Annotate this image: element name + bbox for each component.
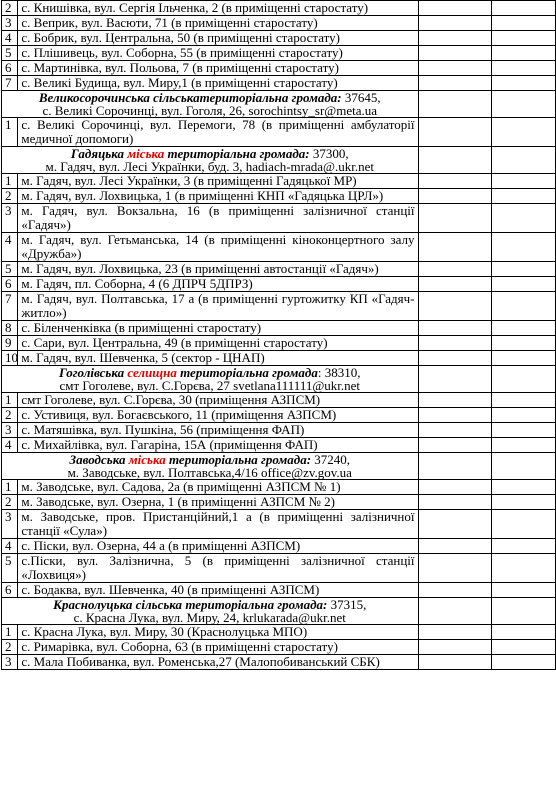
row-number: 3	[2, 16, 18, 31]
empty-cell	[418, 366, 492, 393]
row-number: 1	[2, 393, 18, 408]
empty-cell	[492, 76, 556, 91]
empty-cell	[492, 91, 556, 118]
row-number: 10	[2, 351, 18, 366]
row-number: 2	[2, 640, 18, 655]
table-row	[2, 510, 556, 539]
row-address: с. Бодаква, вул. Шевченка, 40 (в приміщенні АЗПСМ)	[18, 583, 418, 598]
row-address: с. Мартинівка, вул. Польова, 7 (в приміщенні старостату)	[18, 61, 418, 76]
row-address: м. Заводське, вул. Озерна, 1 (в приміщенні АЗПСМ № 2)	[18, 495, 418, 510]
table-row	[2, 583, 556, 598]
community-name: Гоголівська	[59, 365, 128, 380]
empty-cell	[418, 277, 492, 292]
empty-cell	[418, 393, 492, 408]
empty-cell	[492, 174, 556, 189]
empty-cell	[492, 1, 556, 16]
empty-cell	[418, 204, 492, 233]
community-header-row	[2, 147, 556, 174]
empty-cell	[492, 438, 556, 453]
empty-cell	[492, 510, 556, 539]
empty-cell	[418, 408, 492, 423]
row-number: 2	[2, 189, 18, 204]
table-row	[2, 1, 556, 16]
empty-cell	[492, 46, 556, 61]
table-row	[2, 189, 556, 204]
empty-cell	[418, 16, 492, 31]
community-label: територіальна громада:	[199, 90, 342, 105]
empty-cell	[492, 480, 556, 495]
community-name: Краснолуцька сільська	[53, 597, 183, 612]
community-header	[2, 91, 419, 118]
table-row	[2, 262, 556, 277]
empty-cell	[418, 625, 492, 640]
empty-cell	[492, 233, 556, 262]
table-row	[2, 76, 556, 91]
empty-cell	[492, 640, 556, 655]
polling-stations-table	[1, 0, 556, 670]
empty-cell	[418, 174, 492, 189]
empty-cell	[418, 453, 492, 480]
community-header	[2, 147, 419, 174]
table-row	[2, 393, 556, 408]
row-address: с. Мала Побиванка, вул. Роменська,27 (Малопобиванський СБК)	[18, 655, 418, 670]
row-number: 6	[2, 61, 18, 76]
empty-cell	[418, 598, 492, 625]
row-address: с. Устивиця, вул. Богаєвського, 11 (приміщення АЗПСМ)	[18, 408, 418, 423]
row-address: с. Веприк, вул. Васюти, 71 (в приміщенні старостату)	[18, 16, 418, 31]
community-address: м. Гадяч, вул. Лесі Українки, буд. 3, hadiach-mrada@.ukr.net	[45, 159, 374, 174]
row-number: 5	[2, 262, 18, 277]
empty-cell	[418, 640, 492, 655]
community-header-row	[2, 366, 556, 393]
community-name: Великосорочинська сільська	[38, 90, 200, 105]
row-number: 1	[2, 174, 18, 189]
empty-cell	[418, 76, 492, 91]
table-row	[2, 277, 556, 292]
empty-cell	[492, 598, 556, 625]
row-address: м. Заводське, вул. Садова, 2а (в приміщенні АЗПСМ № 1)	[18, 480, 418, 495]
row-number: 6	[2, 583, 18, 598]
table-row	[2, 539, 556, 554]
table-row	[2, 336, 556, 351]
row-number: 3	[2, 204, 18, 233]
table-row	[2, 423, 556, 438]
row-address: с. Великі Будища, вул. Миру,1 (в приміщенні старостату)	[18, 76, 418, 91]
empty-cell	[492, 453, 556, 480]
empty-cell	[492, 423, 556, 438]
table-row	[2, 408, 556, 423]
row-address: с.Піски, вул. Залізнична, 5 (в приміщенні залізничної станції «Лохвиця»)	[18, 554, 418, 583]
empty-cell	[418, 1, 492, 16]
community-address: смт Гоголеве, вул. С.Горєва, 27 svetlana111111@ukr.net	[59, 378, 361, 393]
empty-cell	[492, 655, 556, 670]
table-row	[2, 554, 556, 583]
row-address: с. Римарівка, вул. Соборна, 63 (в приміщенні старостату)	[18, 640, 418, 655]
empty-cell	[492, 262, 556, 277]
empty-cell	[418, 61, 492, 76]
empty-cell	[492, 554, 556, 583]
row-number: 4	[2, 438, 18, 453]
empty-cell	[418, 336, 492, 351]
empty-cell	[492, 147, 556, 174]
row-number: 3	[2, 423, 18, 438]
row-address: м. Гадяч, пл. Соборна, 4 (6 ДПРЧ 5ДПРЗ)	[18, 277, 418, 292]
table-row	[2, 640, 556, 655]
table-row	[2, 495, 556, 510]
row-number: 5	[2, 46, 18, 61]
community-header-row	[2, 598, 556, 625]
row-number: 2	[2, 408, 18, 423]
row-number: 6	[2, 277, 18, 292]
empty-cell	[492, 31, 556, 46]
row-number: 3	[2, 655, 18, 670]
community-header-row	[2, 453, 556, 480]
empty-cell	[418, 46, 492, 61]
table-row	[2, 31, 556, 46]
empty-cell	[418, 438, 492, 453]
community-type: селищна	[127, 365, 177, 380]
empty-cell	[492, 189, 556, 204]
table-row	[2, 438, 556, 453]
empty-cell	[418, 321, 492, 336]
row-number: 2	[2, 1, 18, 16]
row-number: 2	[2, 495, 18, 510]
row-address: с. Біленченківка (в приміщенні старостату)	[18, 321, 418, 336]
empty-cell	[492, 495, 556, 510]
table-row	[2, 655, 556, 670]
row-address: с. Сари, вул. Центральна, 49 (в приміщенні старостату)	[18, 336, 418, 351]
row-number: 1	[2, 625, 18, 640]
row-number: 8	[2, 321, 18, 336]
row-address: м. Гадяч, вул. Шевченка, 5 (сектор - ЦНАП)	[18, 351, 418, 366]
table-row	[2, 118, 556, 147]
table-row	[2, 292, 556, 321]
row-address: с. Книшівка, вул. Сергія Ільченка, 2 (в приміщенні старостату)	[18, 1, 418, 16]
community-type: міська	[127, 146, 165, 161]
table-row	[2, 321, 556, 336]
community-label: територіальна громада:	[164, 146, 310, 161]
empty-cell	[492, 61, 556, 76]
empty-cell	[418, 147, 492, 174]
empty-cell	[492, 292, 556, 321]
empty-cell	[418, 554, 492, 583]
row-address: м. Заводське, пров. Пристанційний,1 а (в приміщенні залізничної станції «Сула»)	[18, 510, 418, 539]
row-number: 3	[2, 510, 18, 539]
table-row	[2, 233, 556, 262]
community-address: м. Заводське, вул. Полтавська,4/16 office@zv.gov.ua	[67, 465, 352, 480]
row-address: с. Бобрик, вул. Центральна, 50 (в приміщенні старостату)	[18, 31, 418, 46]
empty-cell	[418, 118, 492, 147]
table-row	[2, 480, 556, 495]
empty-cell	[492, 366, 556, 393]
row-number: 4	[2, 31, 18, 46]
empty-cell	[418, 495, 492, 510]
table-row	[2, 625, 556, 640]
empty-cell	[418, 262, 492, 277]
row-address: м. Гадяч, вул. Полтавська, 17 а (в приміщенні гуртожитку КП «Гадяч-житло»)	[18, 292, 418, 321]
community-header	[2, 366, 419, 393]
table-row	[2, 204, 556, 233]
table-row	[2, 61, 556, 76]
community-name: Гадяцька	[70, 146, 128, 161]
row-number: 7	[2, 76, 18, 91]
community-address: с. Красна Лука, вул. Миру, 24, krlukarada@ukr.net	[73, 610, 346, 625]
empty-cell	[418, 351, 492, 366]
row-address: м. Гадяч, вул. Лохвицька, 23 (в приміщенні автостанції «Гадяч»)	[18, 262, 418, 277]
row-address: с. Михайлівка, вул. Гагаріна, 15А (приміщення ФАП)	[18, 438, 418, 453]
empty-cell	[492, 204, 556, 233]
empty-cell	[492, 408, 556, 423]
community-header	[2, 598, 419, 625]
table-row	[2, 174, 556, 189]
community-header-row	[2, 91, 556, 118]
table-row	[2, 16, 556, 31]
community-header	[2, 453, 419, 480]
empty-cell	[418, 423, 492, 438]
community-code: 37315,	[327, 597, 367, 612]
community-address: с. Великі Сорочинці, вул. Гоголя, 26, sorochintsy_sr@meta.ua	[42, 103, 378, 118]
row-address: с. Красна Лука, вул. Миру, 30 (Краснолуцька МПО)	[18, 625, 418, 640]
community-code: 37240,	[311, 452, 351, 467]
community-code: 37300,	[309, 146, 349, 161]
row-number: 7	[2, 292, 18, 321]
empty-cell	[418, 655, 492, 670]
row-address: м. Гадяч, вул. Лохвицька, 1 (в приміщенні КНП «Гадяцька ЦРЛ»)	[18, 189, 418, 204]
table-row	[2, 46, 556, 61]
row-address: с. Матяшівка, вул. Пушкіна, 56 (приміщення ФАП)	[18, 423, 418, 438]
community-name: Заводська	[69, 452, 129, 467]
empty-cell	[492, 351, 556, 366]
empty-cell	[418, 583, 492, 598]
community-type: міська	[128, 452, 166, 467]
empty-cell	[492, 321, 556, 336]
empty-cell	[492, 118, 556, 147]
row-number: 5	[2, 554, 18, 583]
row-address: м. Гадяч, вул. Лесі Українки, 3 (в приміщенні Гадяцької МР)	[18, 174, 418, 189]
table-row	[2, 351, 556, 366]
empty-cell	[492, 539, 556, 554]
row-address: с. Плішивець, вул. Соборна, 55 (в приміщенні старостату)	[18, 46, 418, 61]
empty-cell	[418, 189, 492, 204]
row-address: смт Гоголеве, вул. С.Горєва, 30 (приміщення АЗПСМ)	[18, 393, 418, 408]
row-number: 1	[2, 480, 18, 495]
community-label: територіальна громада:	[165, 452, 312, 467]
row-number: 4	[2, 539, 18, 554]
empty-cell	[492, 336, 556, 351]
empty-cell	[492, 393, 556, 408]
community-code: : 38310,	[317, 365, 361, 380]
row-address: м. Гадяч, вул. Гетьманська, 14 (в приміщенні кіноконцертного залу «Дружба»)	[18, 233, 418, 262]
empty-cell	[418, 480, 492, 495]
row-number: 1	[2, 118, 18, 147]
empty-cell	[492, 583, 556, 598]
community-label: територіальна громада:	[182, 597, 328, 612]
row-address: с. Піски, вул. Озерна, 44 а (в приміщенні АЗПСМ)	[18, 539, 418, 554]
empty-cell	[418, 31, 492, 46]
empty-cell	[492, 625, 556, 640]
row-address: м. Гадяч, вул. Вокзальна, 16 (в приміщенні залізничної станції «Гадяч»)	[18, 204, 418, 233]
empty-cell	[418, 233, 492, 262]
community-code: 37645,	[341, 90, 381, 105]
empty-cell	[492, 277, 556, 292]
row-number: 9	[2, 336, 18, 351]
empty-cell	[418, 91, 492, 118]
empty-cell	[418, 539, 492, 554]
empty-cell	[492, 16, 556, 31]
table-body	[2, 1, 556, 670]
row-number: 4	[2, 233, 18, 262]
empty-cell	[418, 292, 492, 321]
empty-cell	[418, 510, 492, 539]
row-address: с. Великі Сорочинці, вул. Перемоги, 78 (в приміщенні амбулаторії медичної допомоги)	[18, 118, 418, 147]
community-label: територіальна громада	[176, 365, 318, 380]
